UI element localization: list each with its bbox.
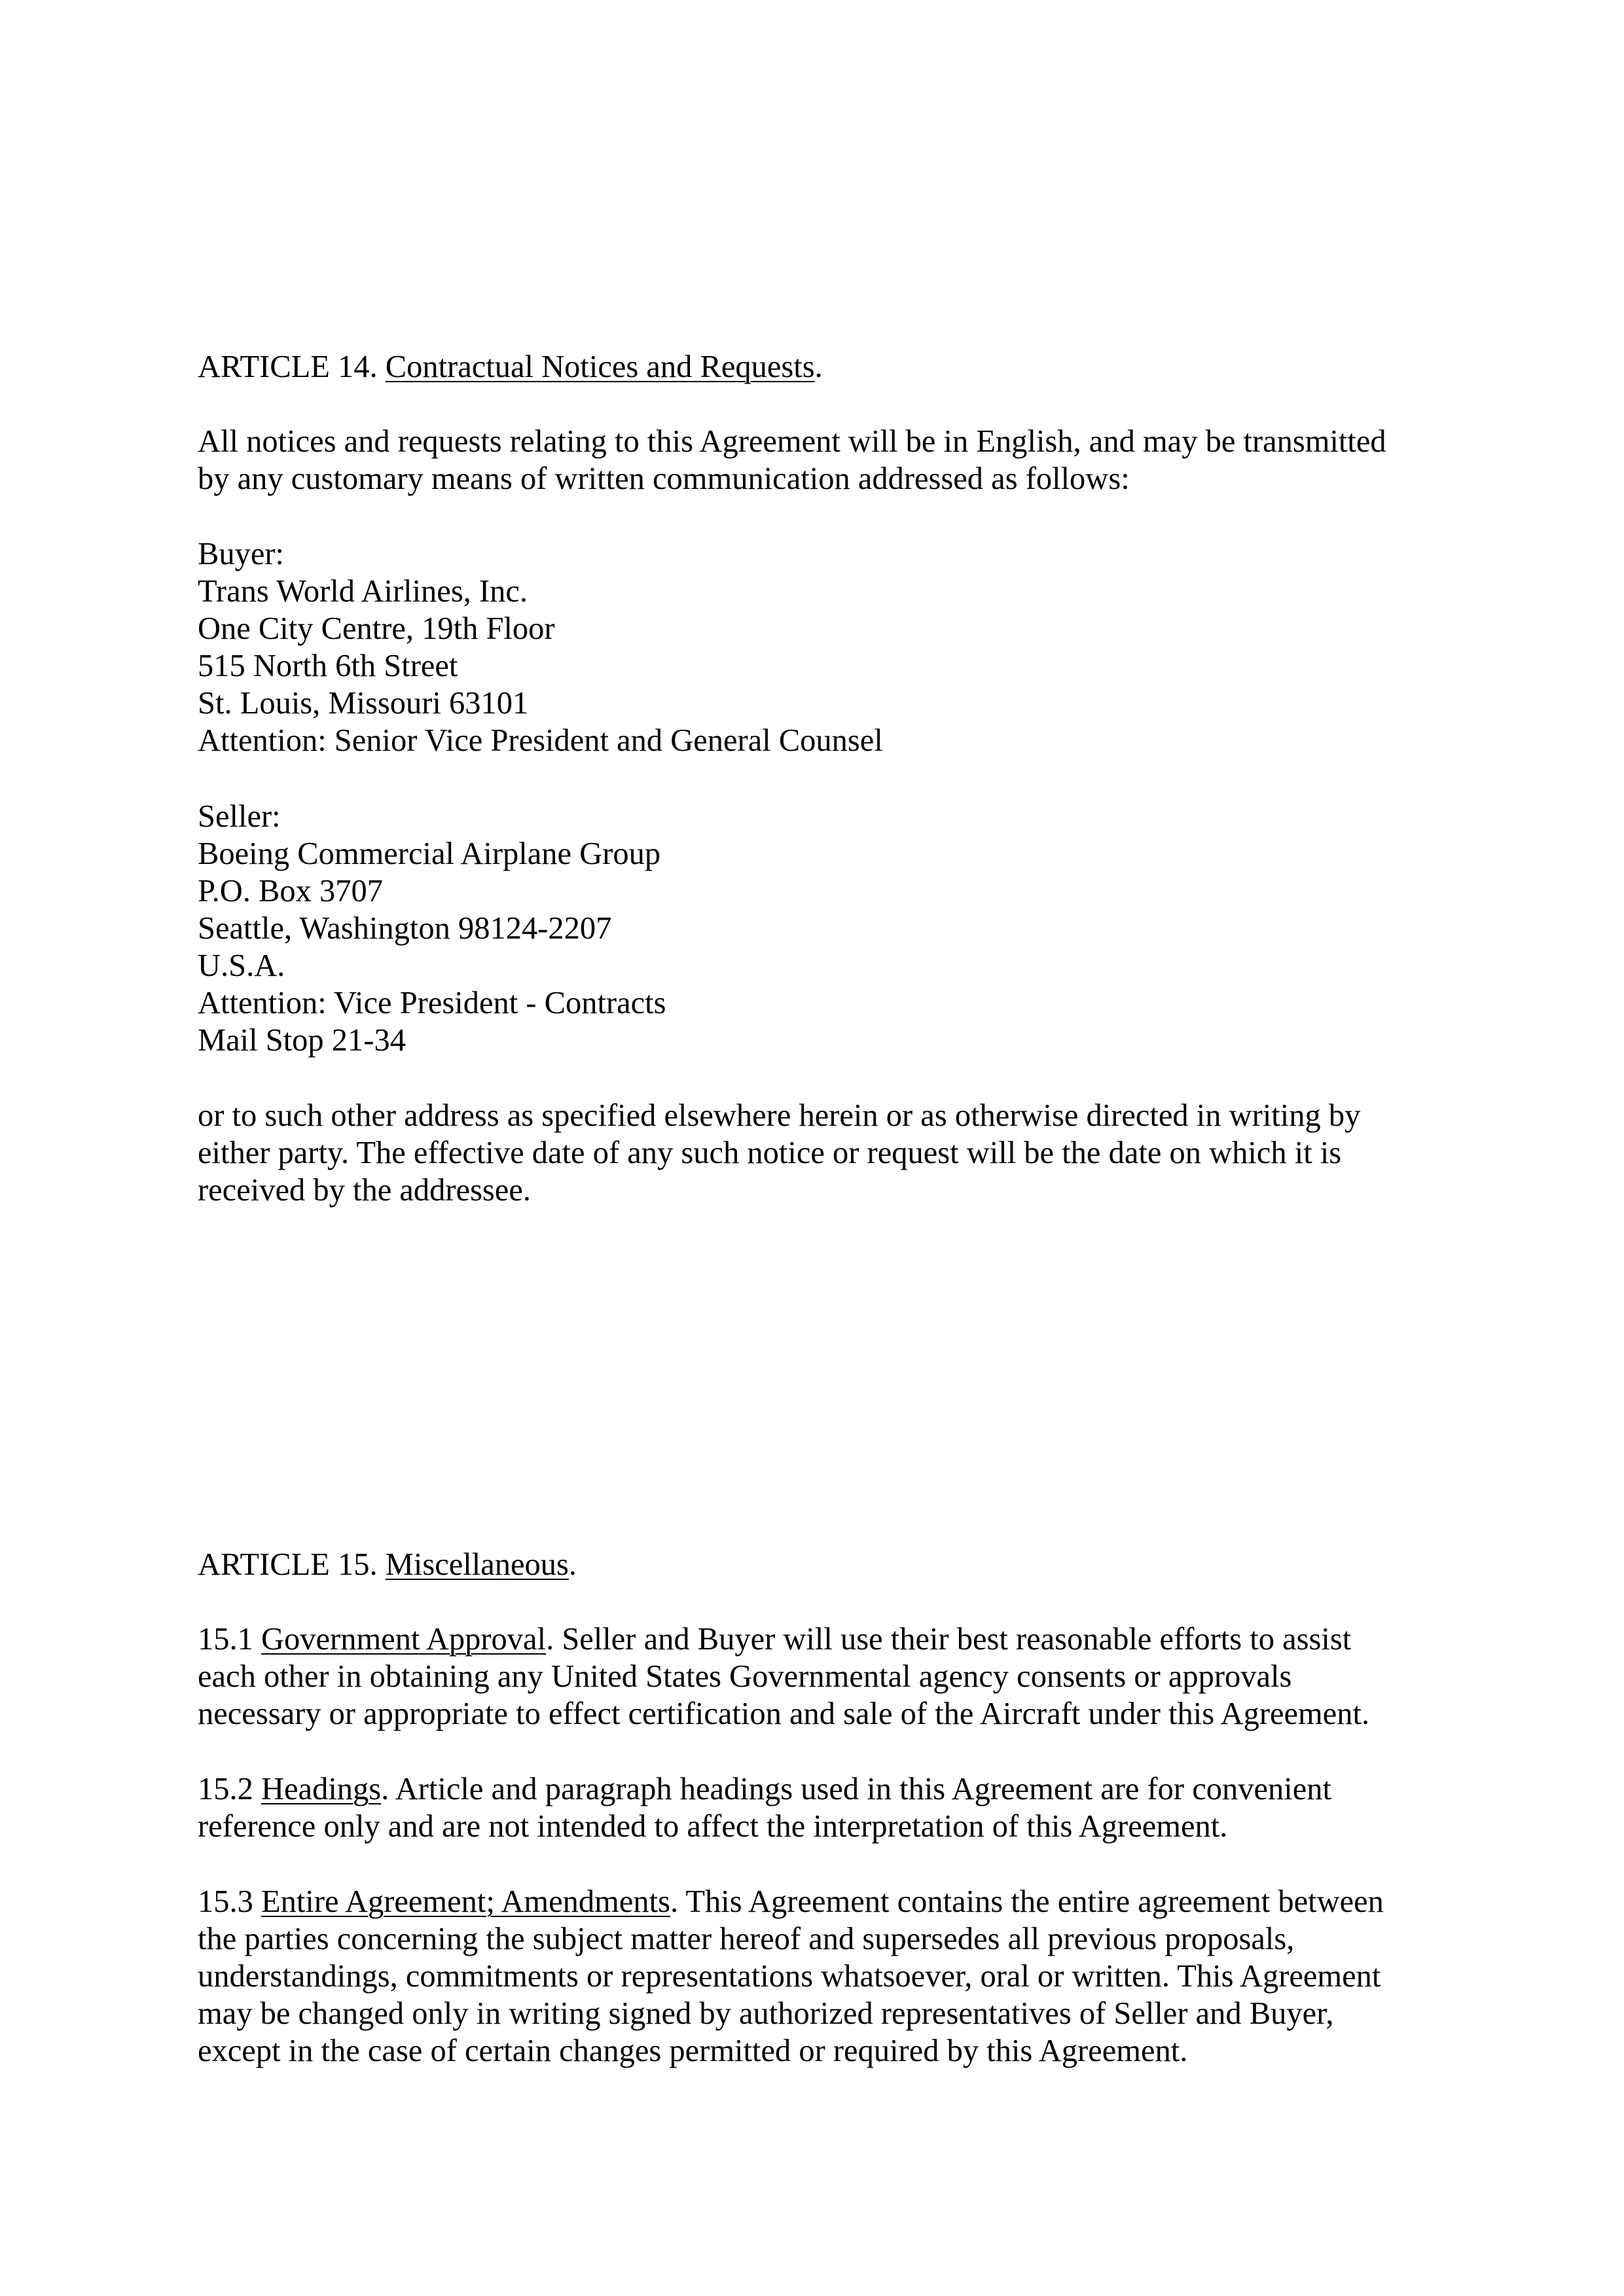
section-line: except in the case of certain changes permitted or required by this Agreement. <box>198 2034 1188 2068</box>
section-line: understandings, commitments or representations whatsoever, oral or written. This Agreement <box>198 1959 1381 1994</box>
buyer-heading: Buyer: <box>198 537 285 571</box>
seller-line: P.O. Box 3707 <box>198 874 383 908</box>
closing-line: received by the addressee. <box>198 1173 531 1208</box>
buyer-line: 515 North 6th Street <box>198 649 458 683</box>
closing-line: or to such other address as specified elsewhere herein or as otherwise directed in writing by <box>198 1098 1361 1133</box>
section-number: 15.3 <box>198 1884 261 1919</box>
section-line: may be changed only in writing signed by authorized representatives of Seller and Buyer, <box>198 1996 1334 2031</box>
intro-line: All notices and requests relating to this Agreement will be in English, and may be transmitted <box>198 424 1386 459</box>
section-number: 15.1 <box>198 1622 261 1657</box>
seller-line: U.S.A. <box>198 948 285 983</box>
buyer-address <box>198 535 1494 759</box>
closing-line: either party. The effective date of any such notice or request will be the date on which it is <box>198 1136 1342 1170</box>
article-14-heading <box>198 348 1494 386</box>
section-15-1 <box>198 1621 1494 1732</box>
section-line: reference only and are not intended to affect the interpretation of this Agreement. <box>198 1809 1228 1844</box>
article-15-suffix: . <box>568 1547 577 1582</box>
article-15-title: Miscellaneous <box>385 1547 569 1582</box>
article-15-heading <box>198 1546 1494 1583</box>
article-14-closing <box>198 1097 1494 1209</box>
article-15-prefix: ARTICLE 15. <box>198 1547 386 1582</box>
article-14-prefix: ARTICLE 14. <box>198 350 386 384</box>
seller-line: Mail Stop 21-34 <box>198 1023 406 1058</box>
section-text: . This Agreement contains the entire agreement between <box>670 1884 1384 1919</box>
section-15-3 <box>198 1883 1494 2070</box>
section-text: . Article and paragraph headings used in this Agreement are for convenient <box>381 1772 1331 1806</box>
section-text: . Seller and Buyer will use their best reasonable efforts to assist <box>546 1622 1352 1657</box>
section-number: 15.2 <box>198 1772 261 1806</box>
seller-address <box>198 798 1494 1059</box>
buyer-line: St. Louis, Missouri 63101 <box>198 686 529 721</box>
section-line: necessary or appropriate to effect certification and sale of the Aircraft under this Agreement. <box>198 1696 1370 1731</box>
seller-heading: Seller: <box>198 799 281 834</box>
seller-line: Seattle, Washington 98124-2207 <box>198 911 612 946</box>
section-line: each other in obtaining any United States Governmental agency consents or approvals <box>198 1659 1292 1694</box>
buyer-line: Trans World Airlines, Inc. <box>198 574 528 609</box>
article-14-intro <box>198 423 1494 497</box>
document-page <box>198 0 1494 2296</box>
intro-line: by any customary means of written communication addressed as follows: <box>198 461 1130 496</box>
section-15-2 <box>198 1770 1494 1845</box>
article-14-suffix: . <box>814 350 823 384</box>
article-14-title: Contractual Notices and Requests <box>385 350 815 384</box>
section-title: Government Approval <box>261 1622 547 1657</box>
seller-line: Attention: Vice President - Contracts <box>198 986 666 1020</box>
buyer-line: One City Centre, 19th Floor <box>198 611 555 646</box>
buyer-line: Attention: Senior Vice President and General Counsel <box>198 723 883 758</box>
section-title: Entire Agreement; Amendments <box>261 1884 670 1919</box>
section-line: the parties concerning the subject matter hereof and supersedes all previous proposals, <box>198 1922 1295 1956</box>
seller-line: Boeing Commercial Airplane Group <box>198 836 661 871</box>
section-title: Headings <box>261 1772 382 1806</box>
